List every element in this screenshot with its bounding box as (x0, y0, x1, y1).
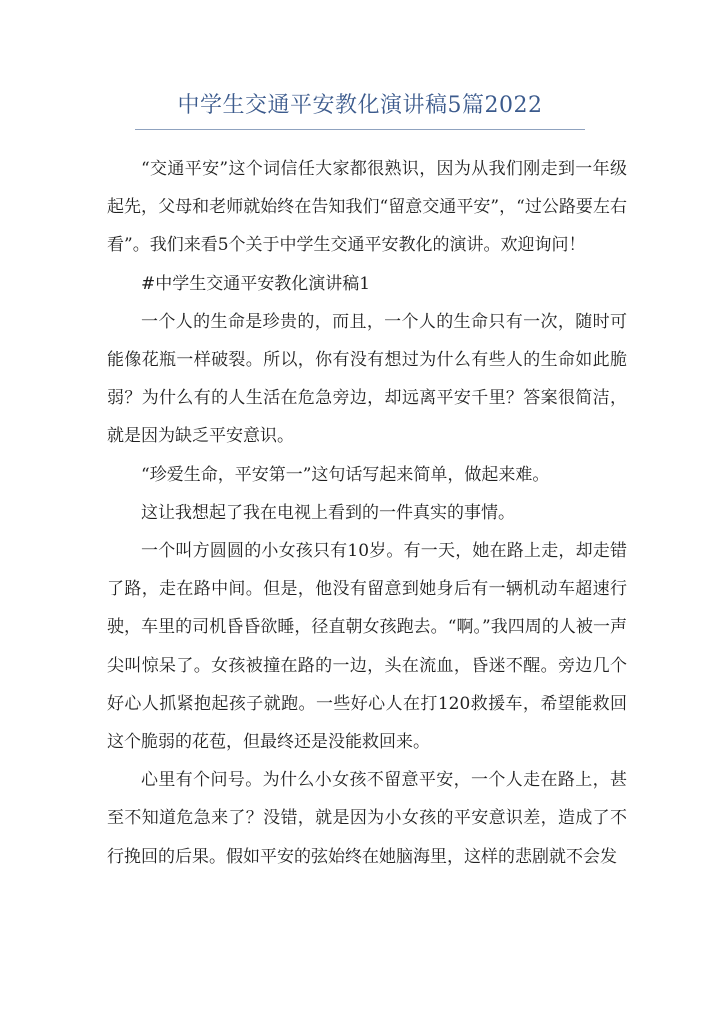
paragraph: 这让我想起了我在电视上看到的一件真实的事情。 (141, 502, 515, 523)
paragraph: 一个人的生命是珍贵的，而且，一个人的生命只有一次，随时可能像花瓶一样破裂。所以，你有没有想过为什么有些人的生命如此脆弱？为什么有的人生活在危急旁边，却远离平安千里？答案很简洁，就是因为缺乏平安意识。 (107, 311, 627, 447)
section-heading: #中学生交通平安教化演讲稿1 (141, 273, 371, 294)
document-title: 中学生交通平安教化演讲稿5篇2022 (177, 93, 543, 118)
paragraph-intro: “交通平安”这个词信任大家都很熟识，因为从我们刚走到一年级起先，父母和老师就始终在告知我们“留意交通平安”，“过公路要左右看”。我们来看5个关于中学生交通平安教化的演讲。欢迎询问！ (107, 159, 627, 256)
title-divider (135, 129, 585, 130)
paragraph: 一个叫方圆圆的小女孩只有10岁。有一天，她在路上走，却走错了路，走在路中间。但是，他没有留意到她身后有一辆机动车超速行驶，车里的司机昏昏欲睡，径直朝女孩跑去。“啊。”我四周的人被一声尖叫惊呆了。女孩被撞在路的一边，头在流血，昏迷不醒。旁边几个好心人抓紧抱起孩子就跑。一些好心人在打120救援车，希望能救回这个脆弱的花苞，但最终还是没能救回来。 (107, 541, 627, 753)
paragraph: 心里有个问号。为什么小女孩不留意平安，一个人走在路上，甚至不知道危急来了？没错，就是因为小女孩的平安意识差，造成了不行挽回的后果。假如平安的弦始终在她脑海里，这样的悲剧就不会发 (107, 770, 627, 867)
document-body (107, 150, 627, 876)
paragraph: “珍爱生命，平安第一”这句话写起来简单，做起来难。 (141, 464, 550, 485)
